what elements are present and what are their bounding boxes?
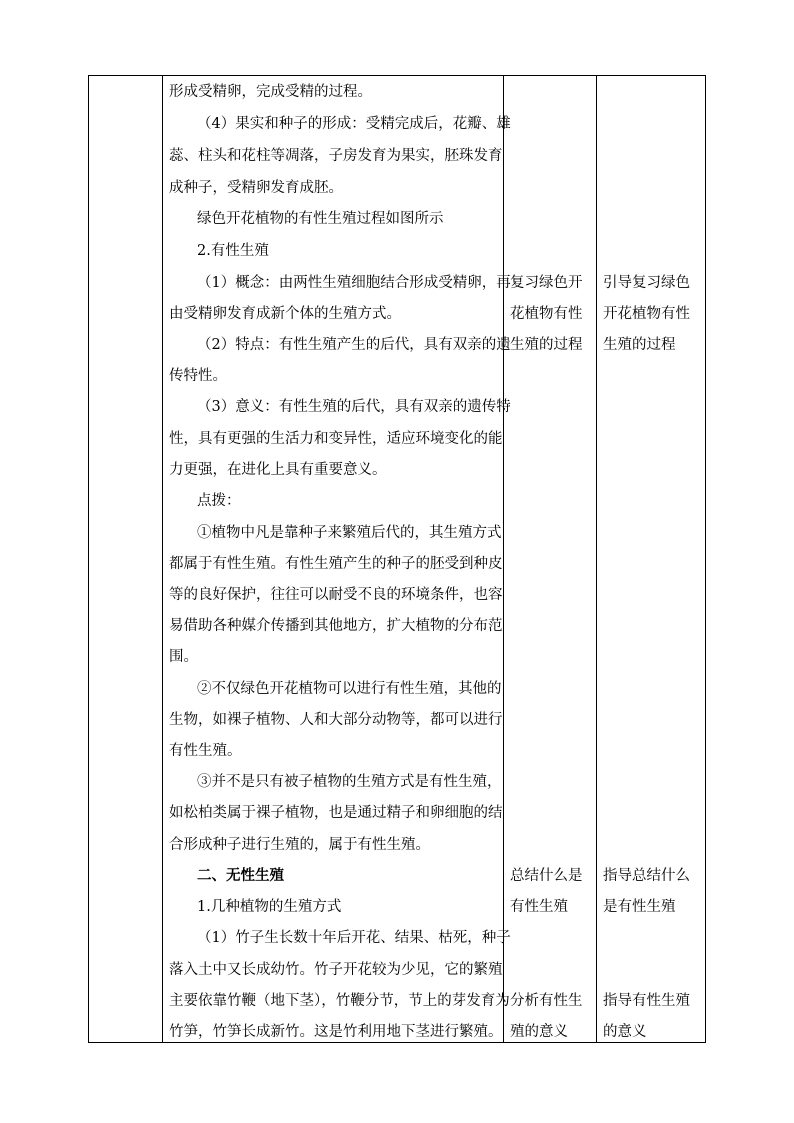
section-heading: 2.有性生殖	[197, 243, 269, 259]
text-line: ③并不是只有被子植物的生殖方式是有性生殖，	[197, 774, 502, 790]
text-line: 如松柏类属于裸子植物，也是通过精子和卵细胞的结	[169, 805, 503, 821]
text-line: 总结什么是	[510, 868, 583, 884]
text-line: 围。	[169, 649, 198, 665]
text-line: （4）果实和种子的形成：受精完成后，花瓣、雄	[197, 116, 511, 132]
text-line: 成种子，受精卵发育成胚。	[169, 180, 343, 196]
text-line: 都属于有性生殖。有性生殖产生的种子的胚受到种皮	[169, 556, 503, 572]
text-line: 的意义	[603, 1024, 647, 1040]
text-line: （3）意义：有性生殖的后代，具有双亲的遗传特	[197, 399, 511, 415]
text-line: 形成受精卵，完成受精的过程。	[169, 84, 372, 100]
lesson-table	[88, 75, 706, 1043]
first-column-cell	[89, 76, 162, 1042]
text-line: 花植物有性	[510, 306, 583, 322]
text-line: （1）概念：由两性生殖细胞结合形成受精卵，再	[197, 275, 511, 291]
text-line: 落入土中又长成幼竹。竹子开花较为少见，它的繁殖	[169, 962, 503, 978]
text-line: 分析有性生	[510, 993, 583, 1009]
text-line: 殖的意义	[510, 1024, 568, 1040]
main-content-cell	[169, 76, 511, 1042]
text-line: 等的良好保护，往往可以耐受不良的环境条件，也容	[169, 587, 503, 603]
text-line: 竹笋，竹笋长成新竹。这是竹利用地下茎进行繁殖。	[169, 1024, 503, 1040]
text-line: 引导复习绿色	[603, 275, 690, 291]
text-line: 生物，如裸子植物、人和大部分动物等，都可以进行	[169, 712, 503, 728]
text-line: 有性生殖。	[169, 743, 242, 759]
text-line: 性，具有更强的生活力和变异性，适应环境变化的能	[169, 431, 503, 447]
text-line: 易借助各种媒介传播到其他地方，扩大植物的分布范	[169, 618, 503, 634]
text-line: 由受精卵发育成新个体的生殖方式。	[169, 306, 401, 322]
text-line: 传特性。	[169, 368, 227, 384]
text-line: 开花植物有性	[603, 306, 690, 322]
text-line: 合形成种子进行生殖的，属于有性生殖。	[169, 837, 430, 853]
text-line: 指导有性生殖	[603, 993, 690, 1009]
text-line: 蕊、柱头和花柱等凋落，子房发育为果实，胚珠发育	[169, 148, 503, 164]
text-line: 是有性生殖	[603, 899, 676, 915]
column-divider	[162, 76, 163, 1042]
text-line: 主要依靠竹鞭（地下茎），竹鞭分节，节上的芽发育为	[169, 993, 510, 1009]
teacher-activity-cell	[603, 76, 703, 1042]
column-divider	[503, 76, 504, 1042]
text-line: 点拨：	[197, 493, 241, 509]
section-heading: 1.几种植物的生殖方式	[197, 899, 342, 915]
text-line: 指导总结什么	[603, 868, 690, 884]
text-line: ②不仅绿色开花植物可以进行有性生殖，其他的	[197, 681, 502, 697]
text-line: 生殖的过程	[510, 337, 583, 353]
text-line: 复习绿色开	[510, 275, 583, 291]
text-line: （1）竹子生长数十年后开花、结果、枯死，种子	[197, 930, 511, 946]
text-line: 生殖的过程	[603, 337, 676, 353]
text-line: 力更强，在进化上具有重要意义。	[169, 462, 387, 478]
student-activity-cell	[510, 76, 594, 1042]
text-line: 有性生殖	[510, 899, 568, 915]
text-line: ①植物中凡是靠种子来繁殖后代的，其生殖方式	[197, 525, 502, 541]
column-divider	[596, 76, 597, 1042]
text-line: （2）特点：有性生殖产生的后代，具有双亲的遗	[197, 337, 511, 353]
text-line: 绿色开花植物的有性生殖过程如图所示	[197, 211, 444, 227]
section-heading: 二、无性生殖	[197, 867, 284, 884]
